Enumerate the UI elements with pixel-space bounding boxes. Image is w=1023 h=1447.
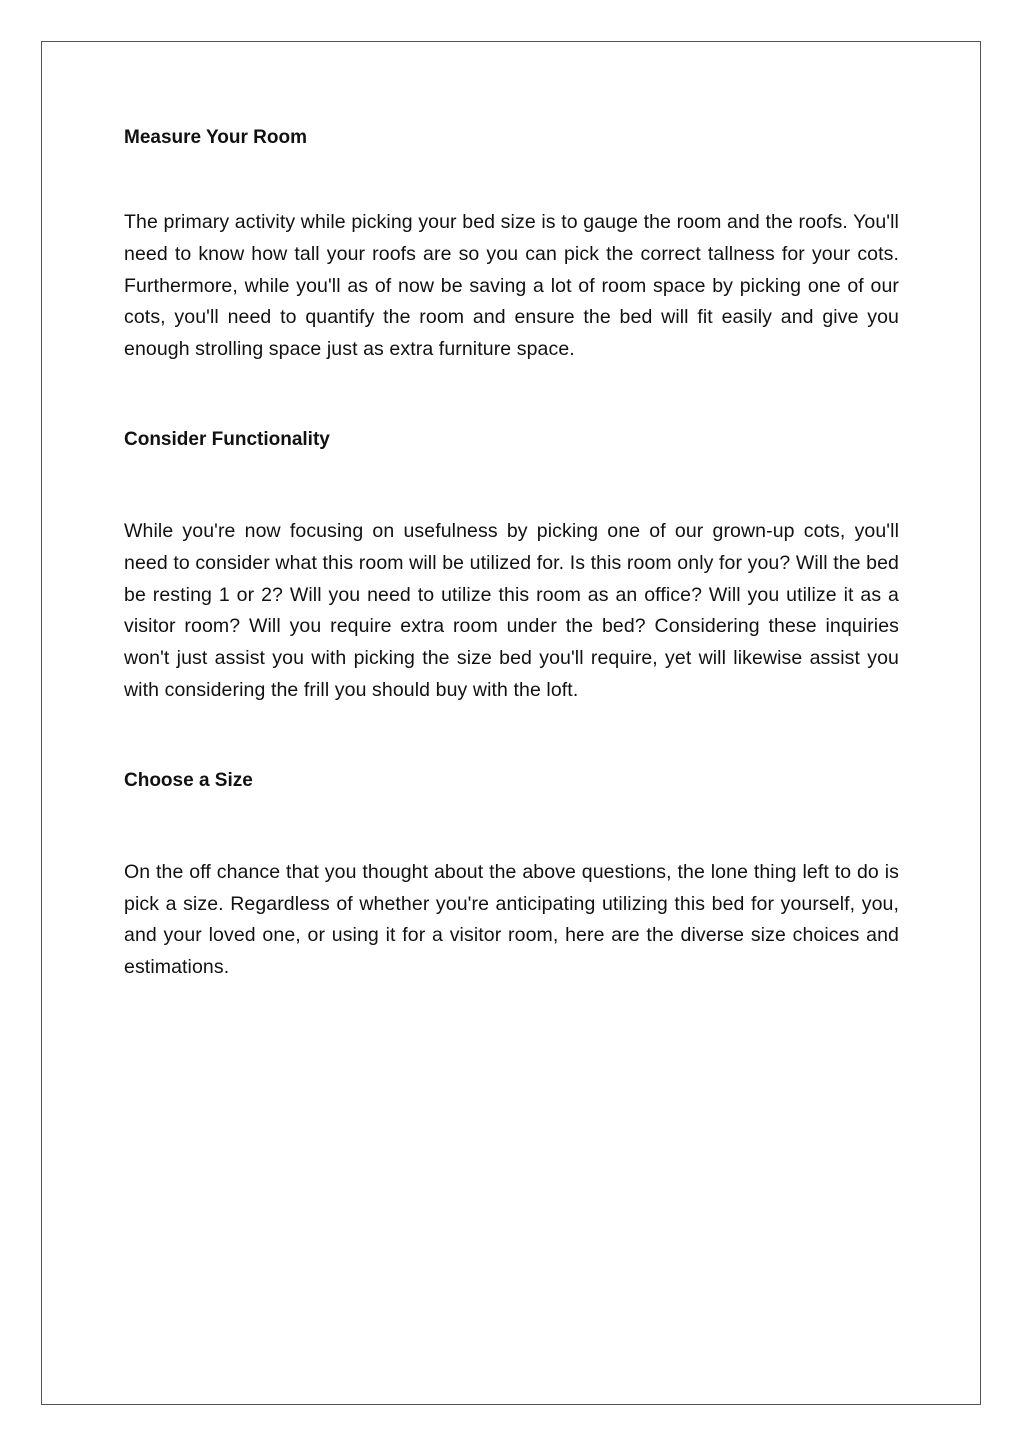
heading-measure-your-room: Measure Your Room [124,127,308,148]
heading-consider-functionality: Consider Functionality [124,428,330,450]
paragraph-measure-your-room: The primary activity while picking your bed size is to gauge the room and the roofs. You'll need to know how tall your roofs are so you can pick the correct tallness for your cots. Furthermore, while you'll as of now be saving a lot of room space by picking one of our cots, you'll need to quantify the room and ensure the bed will fit easily and give you enough strolling space just as extra furniture space. [124,211,899,361]
document-content [124,124,899,984]
heading-choose-a-size: Choose a Size [124,769,253,791]
paragraph-consider-functionality: While you're now focusing on usefulness by picking one of our grown-up cots, you'll need to consider what this room will be utilized for. Is this room only for you? Will the bed be resting 1 or 2? Will you need to utilize this room as an office? Will you utilize it as a visitor room? Will you require extra room under the bed? Considering these inquiries won't just assist you with picking the size bed you'll require, yet will likewise assist you with considering the frill you should buy with the loft. [124,519,899,701]
paragraph-choose-a-size: On the off chance that you thought about the above questions, the lone thing left to do is pick a size. Regardless of whether you're anticipating utilizing this bed for yourself, you, and your loved one, or using it for a visitor room, here are the diverse size choices and estimations. [124,860,899,979]
